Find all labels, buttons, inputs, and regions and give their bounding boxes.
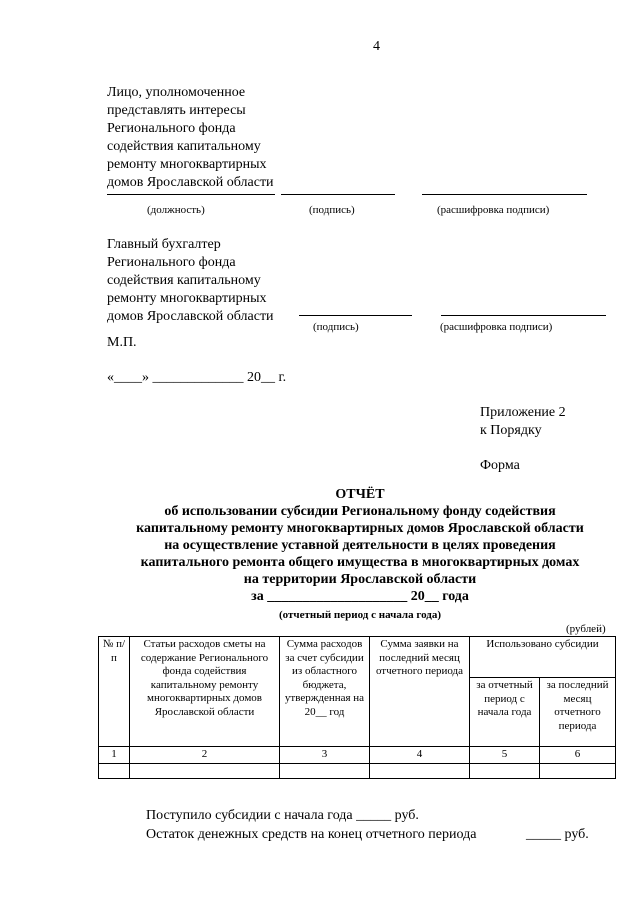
accountant-title-line: Регионального фонда bbox=[107, 255, 236, 270]
table-cell bbox=[370, 763, 470, 778]
report-title-line: капитальному ремонту многоквартирных домов Ярославской области bbox=[136, 521, 584, 536]
report-table bbox=[98, 636, 616, 779]
decoding-line bbox=[441, 315, 606, 316]
decoding-caption: (расшифровка подписи) bbox=[440, 321, 553, 333]
table-cell bbox=[130, 763, 280, 778]
table-row bbox=[99, 763, 616, 778]
signatory-title-line: Регионального фонда bbox=[107, 121, 236, 136]
accountant-title-line: домов Ярославской области bbox=[107, 309, 274, 324]
report-heading: ОТЧЁТ bbox=[335, 487, 385, 502]
stamp-label: М.П. bbox=[107, 335, 137, 350]
table-header-row bbox=[99, 637, 616, 678]
header-used-subsidy: Использовано субсидии bbox=[470, 637, 616, 678]
table-cell: 1 bbox=[99, 747, 130, 764]
report-period-caption: (отчетный период с начала года) bbox=[279, 609, 441, 621]
signatory-title-line: содействия капитальному bbox=[107, 139, 261, 154]
decoding-line bbox=[422, 194, 587, 195]
table-cell: 5 bbox=[470, 747, 540, 764]
signatory-title-line: представлять интересы bbox=[107, 103, 246, 118]
header-number: № п/п bbox=[99, 637, 130, 747]
header-approved-amount: Сумма расходов за счет субсидии из областного бюджета, утвержденная на 20__ год bbox=[280, 637, 370, 747]
report-title-line: об использовании субсидии Региональному фонду содействия bbox=[164, 504, 556, 519]
balance-amount: _____ руб. bbox=[526, 827, 589, 842]
page-number: 4 bbox=[373, 39, 380, 54]
table-cell: 2 bbox=[130, 747, 280, 764]
decoding-caption: (расшифровка подписи) bbox=[437, 204, 550, 216]
subsidy-received-line: Поступило субсидии с начала года _____ руб. bbox=[146, 808, 419, 823]
signature-line bbox=[281, 194, 395, 195]
table-row bbox=[99, 747, 616, 764]
signature-caption: (подпись) bbox=[309, 204, 355, 216]
header-last-month: за последний месяц отчетного периода bbox=[540, 678, 616, 747]
table-cell bbox=[470, 763, 540, 778]
report-title-line: на территории Ярославской области bbox=[243, 572, 477, 587]
units-label: (рублей) bbox=[566, 623, 606, 635]
position-line bbox=[107, 194, 275, 195]
signatory-title-line: Лицо, уполномоченное bbox=[107, 85, 246, 100]
signature-caption: (подпись) bbox=[313, 321, 359, 333]
table-cell: 3 bbox=[280, 747, 370, 764]
signatory-title-line: ремонту многоквартирных bbox=[107, 157, 267, 172]
position-caption: (должность) bbox=[147, 204, 205, 216]
table-cell bbox=[99, 763, 130, 778]
balance-label: Остаток денежных средств на конец отчетного периода bbox=[146, 827, 477, 842]
header-request-amount: Сумма заявки на последний месяц отчетного периода bbox=[370, 637, 470, 747]
accountant-title-line: содействия капитальному bbox=[107, 273, 261, 288]
date-line: «____» _____________ 20__ г. bbox=[107, 370, 287, 385]
accountant-title-line: ремонту многоквартирных bbox=[107, 291, 267, 306]
accountant-title-block bbox=[107, 236, 274, 326]
table-cell bbox=[280, 763, 370, 778]
accountant-title-line: Главный бухгалтер bbox=[107, 237, 221, 252]
table-cell: 4 bbox=[370, 747, 470, 764]
appendix-label: Приложение 2 bbox=[480, 405, 566, 420]
form-label: Форма bbox=[480, 458, 520, 473]
report-title bbox=[80, 486, 640, 605]
report-title-line: капитального ремонта общего имущества в многоквартирных домах bbox=[140, 555, 580, 570]
signatory-title-block bbox=[107, 84, 274, 192]
table-cell bbox=[540, 763, 616, 778]
signature-line bbox=[299, 315, 412, 316]
header-period-start: за отчетный период с начала года bbox=[470, 678, 540, 747]
appendix-reference: к Порядку bbox=[480, 423, 542, 438]
report-title-line: на осуществление уставной деятельности в целях проведения bbox=[164, 538, 556, 553]
report-period-line: за ____________________ 20__ года bbox=[251, 589, 469, 604]
signatory-title-line: домов Ярославской области bbox=[107, 175, 274, 190]
table-cell: 6 bbox=[540, 747, 616, 764]
appendix-block bbox=[480, 404, 566, 475]
header-expense-items: Статьи расходов сметы на содержание Регионального фонда содействия капитальному ремонту многоквартирных домов Ярославской области bbox=[130, 637, 280, 747]
